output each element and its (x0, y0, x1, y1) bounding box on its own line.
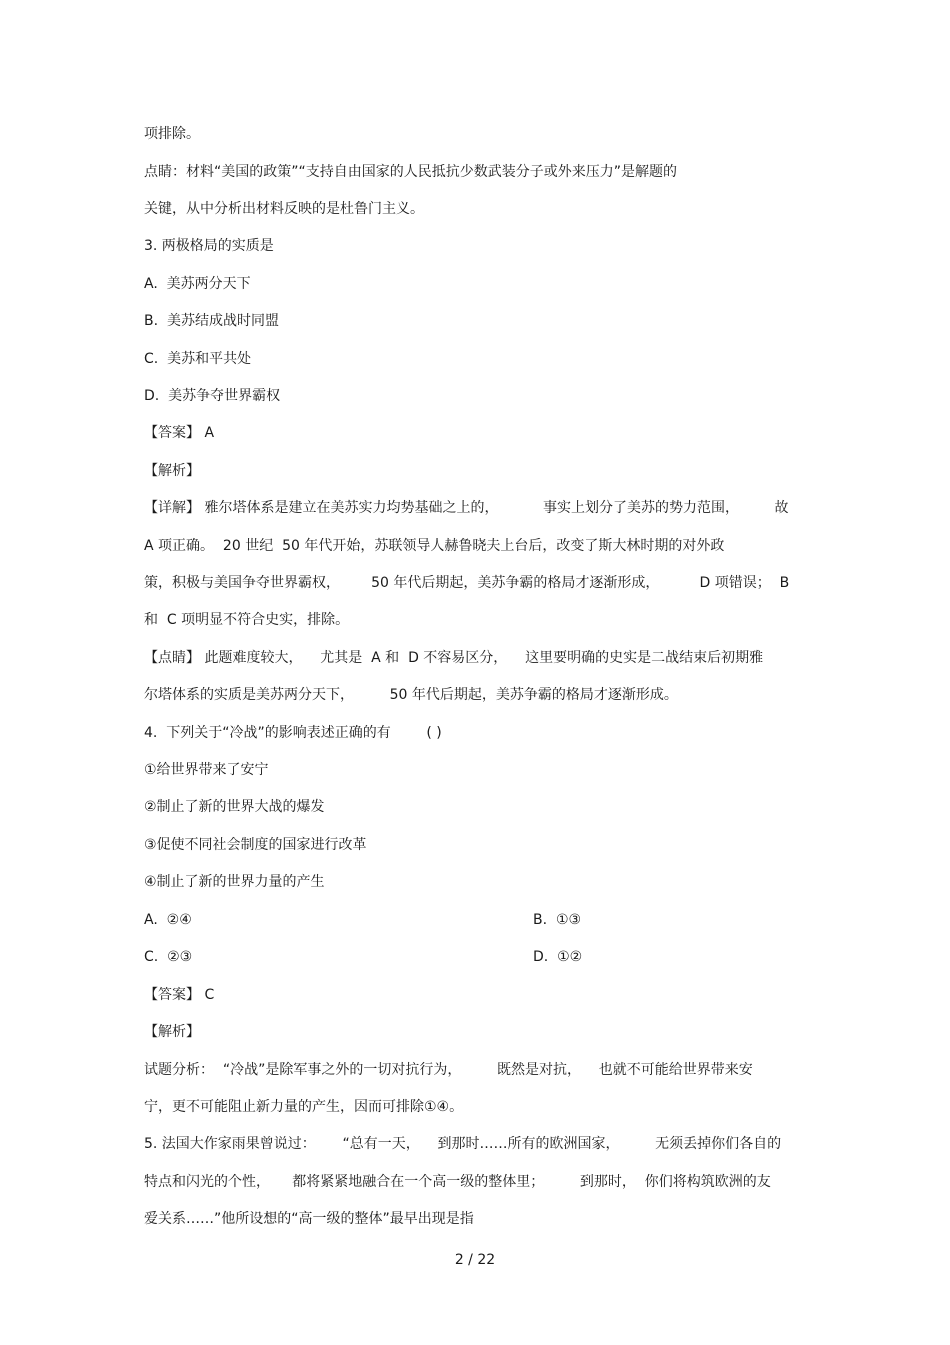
question-5: 5. 法国大作家雨果曾说过： “总有一天， 到那时……所有的欧洲国家， 无须丢掉你们各自的 (144, 1136, 782, 1152)
statement-2: ②制止了新的世界大战的爆发 (144, 799, 325, 815)
option-b: B. 美苏结成战时同盟 (144, 313, 279, 329)
answer-label: 【答案】 C (144, 987, 215, 1003)
answer-label: 【答案】 A (144, 425, 215, 441)
text-line: 特点和闪光的个性， 都将紧紧地融合在一个高一级的整体里； 到那时， 你们将构筑欧洲的友 (144, 1174, 771, 1190)
statement-1: ①给世界带来了安宁 (144, 762, 269, 778)
statement-4: ④制止了新的世界力量的产生 (144, 874, 325, 890)
text-line: 关键，从中分析出材料反映的是杜鲁门主义。 (144, 201, 424, 217)
option-b: B. ①③ (533, 912, 582, 928)
text-line: 和 C 项明显不符合史实，排除。 (144, 612, 350, 628)
option-d: D. 美苏争夺世界霸权 (144, 388, 281, 404)
text-line: 试题分析： “冷战”是除军事之外的一切对抗行为， 既然是对抗， 也就不可能给世界带来安 (144, 1062, 753, 1078)
option-a: A. 美苏两分天下 (144, 276, 251, 292)
text-line: 宁，更不可能阻止新力量的产生，因而可排除①④。 (144, 1099, 464, 1115)
option-d: D. ①② (533, 949, 583, 965)
text-line: 策，积极与美国争夺世界霸权， 50 年代后期起，美苏争霸的格局才逐渐形成， D 项错误； B (144, 575, 790, 591)
analysis-label: 【解析】 (144, 463, 200, 479)
text-line: 【点睛】 此题难度较大， 尤其是 A 和 D 不容易区分， 这里要明确的史实是二战结束后初期雅 (144, 650, 764, 666)
text-line: 【详解】 雅尔塔体系是建立在美苏实力均势基础之上的， 事实上划分了美苏的势力范围， 故 (144, 500, 789, 516)
text-line: 项排除。 (144, 126, 200, 142)
option-c: C. 美苏和平共处 (144, 351, 252, 367)
text-line: 点睛：材料“美国的政策”“支持自由国家的人民抵抗少数武装分子或外来压力”是解题的 (144, 164, 678, 180)
option-a: A. ②④ (144, 912, 192, 928)
question-4: 4. 下列关于“冷战”的影响表述正确的有 ( ) (144, 725, 442, 741)
question-3: 3. 两极格局的实质是 (144, 238, 274, 254)
text-line: 爱关系……”他所设想的“高一级的整体”最早出现是指 (144, 1211, 474, 1227)
text-line: A 项正确。 20 世纪 50 年代开始，苏联领导人赫鲁晓夫上台后，改变了斯大林时期的对外政 (144, 538, 725, 554)
text-line: 尔塔体系的实质是美苏两分天下， 50 年代后期起，美苏争霸的格局才逐渐形成。 (144, 687, 678, 703)
statement-3: ③促使不同社会制度的国家进行改革 (144, 837, 367, 853)
analysis-label: 【解析】 (144, 1024, 200, 1040)
page-number: 2 / 22 (454, 1252, 496, 1268)
option-c: C. ②③ (144, 949, 193, 965)
